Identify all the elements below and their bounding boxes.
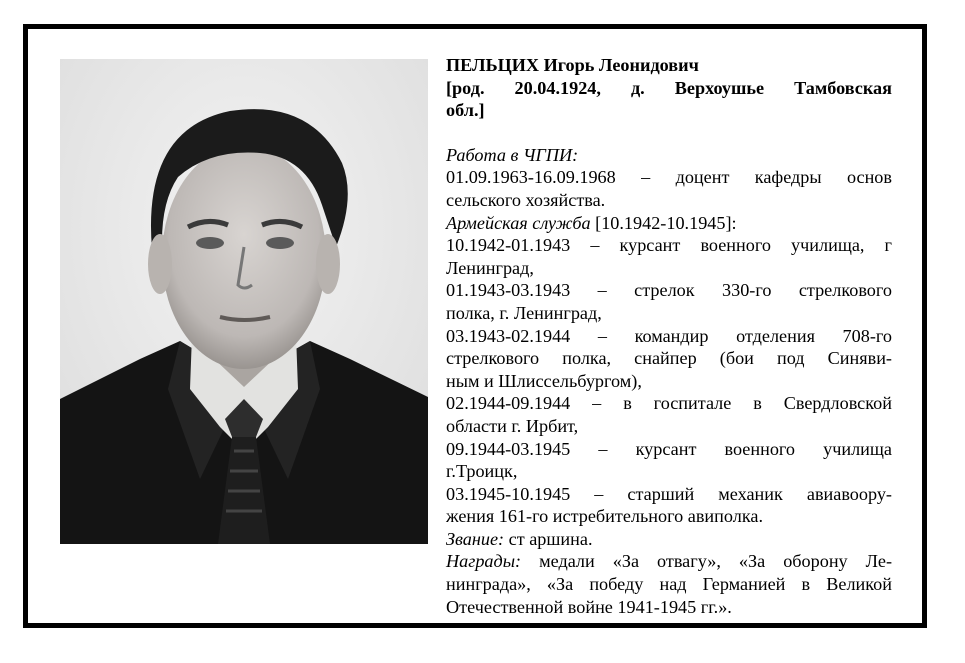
army-period: [10.1942-10.1945]: <box>590 212 737 233</box>
biography-text <box>446 54 892 618</box>
army-entry: 02.1944-09.1944 – в госпитале в Свердловской <box>446 393 892 414</box>
portrait-icon <box>60 59 428 544</box>
work-heading: Работа в ЧГПИ: <box>446 144 579 165</box>
portrait-photo <box>60 59 428 544</box>
rank-heading: Звание: <box>446 528 505 549</box>
army-entry: 01.1943-03.1943 – стрелок 330-го стрелкового <box>446 280 892 301</box>
army-entry: ным и Шлиссельбургом), <box>446 370 642 391</box>
army-entry: 03.1945-10.1945 – старший механик авиавоору- <box>446 483 892 504</box>
work-entry: 01.09.1963-16.09.1968 – доцент кафедры основ <box>446 167 892 188</box>
awards-info <box>446 550 892 573</box>
person-name: ПЕЛЬЦИХ Игорь Леонидович <box>446 55 699 75</box>
work-entry-continued: сельского хозяйства. <box>446 189 606 210</box>
awards-line-2: нинграда», «За победу над Германией в Великой <box>446 574 892 595</box>
rank-value: ст аршина. <box>504 528 593 549</box>
army-entry: 03.1943-02.1944 – командир отделения 708-го <box>446 325 892 346</box>
awards-heading: Награды: <box>446 551 522 572</box>
army-entry: Ленинград, <box>446 257 534 278</box>
birth-info-continued: обл.] <box>446 100 485 121</box>
army-entry: г.Троицк, <box>446 461 518 482</box>
awards-line-1: медали «За отвагу», «За оборону Ле- <box>521 551 892 572</box>
army-heading: Армейская служба <box>446 212 591 233</box>
army-entry: жения 161-го истребительного авиполка. <box>446 506 763 527</box>
army-entry: области г. Ирбит, <box>446 415 579 436</box>
army-service-header <box>446 212 892 235</box>
section-gap <box>446 122 892 144</box>
awards-line-3: Отечественной войне 1941-1945 гг.». <box>446 596 732 617</box>
birth-info: [род. 20.04.1924, д. Верхоушье Тамбовская <box>446 77 892 98</box>
army-entry: стрелкового полка, снайпер (бои под Синяви- <box>446 348 892 369</box>
rank-info <box>446 528 892 551</box>
army-entry: полка, г. Ленинград, <box>446 302 602 323</box>
army-entry: 09.1944-03.1945 – курсант военного училища <box>446 438 892 459</box>
army-entry: 10.1942-01.1943 – курсант военного училища, г <box>446 235 892 256</box>
